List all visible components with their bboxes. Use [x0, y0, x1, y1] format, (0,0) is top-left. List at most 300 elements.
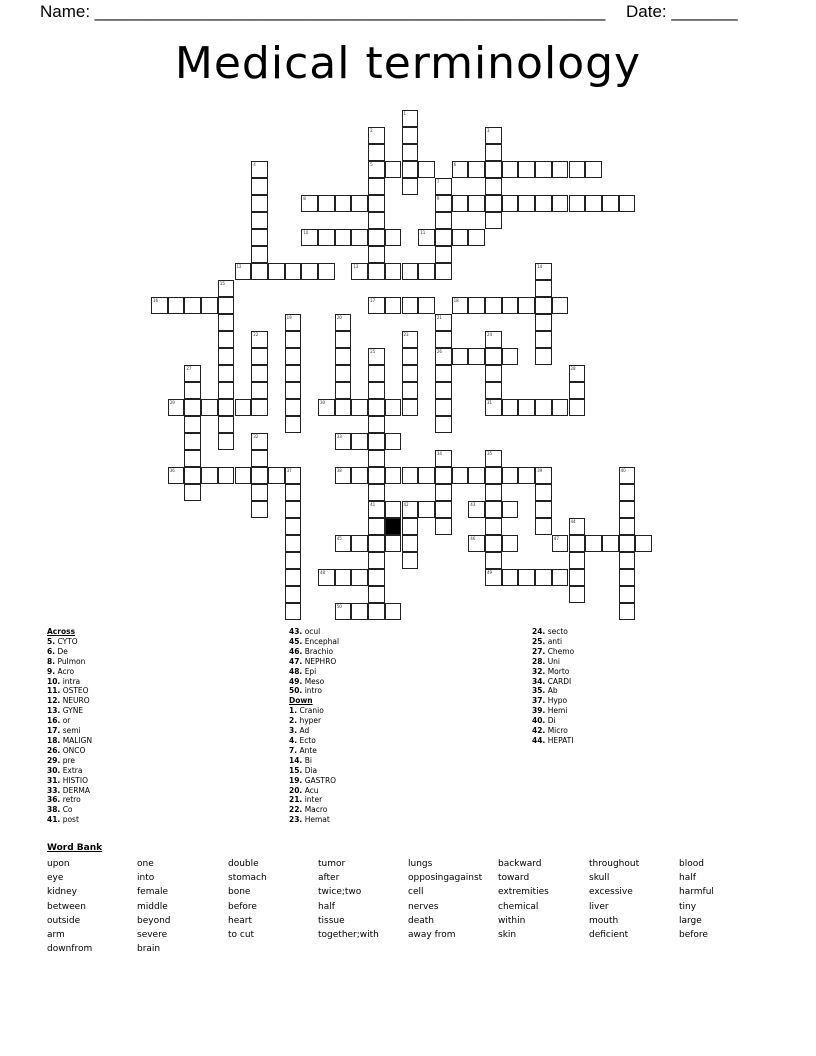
grid-cell[interactable]	[368, 535, 385, 552]
grid-cell[interactable]	[485, 212, 502, 229]
grid-cell[interactable]	[285, 348, 302, 365]
grid-cell[interactable]	[268, 467, 285, 484]
grid-cell[interactable]	[435, 416, 452, 433]
grid-cell[interactable]	[402, 110, 419, 127]
grid-cell[interactable]	[368, 501, 385, 518]
grid-cell[interactable]	[285, 552, 302, 569]
grid-cell[interactable]	[301, 195, 318, 212]
grid-cell[interactable]	[351, 195, 368, 212]
grid-cell[interactable]	[552, 399, 569, 416]
grid-cell[interactable]	[285, 365, 302, 382]
grid-cell[interactable]	[285, 382, 302, 399]
grid-cell[interactable]	[502, 399, 519, 416]
grid-cell[interactable]	[435, 501, 452, 518]
grid-cell[interactable]	[368, 161, 385, 178]
clue-number-label: 29.	[47, 755, 61, 765]
grid-cell[interactable]	[535, 161, 552, 178]
grid-cell[interactable]	[318, 229, 335, 246]
grid-cell[interactable]	[402, 552, 419, 569]
grid-cell[interactable]	[435, 263, 452, 280]
grid-cell[interactable]	[285, 569, 302, 586]
grid-cell[interactable]	[485, 348, 502, 365]
grid-cell[interactable]	[368, 144, 385, 161]
clue-number-label: 23.	[289, 815, 303, 825]
grid-cell[interactable]	[184, 484, 201, 501]
grid-cell[interactable]	[452, 348, 469, 365]
grid-cell[interactable]	[435, 382, 452, 399]
grid-cell[interactable]	[619, 603, 636, 620]
clue-text: Meso	[304, 676, 325, 686]
grid-cell[interactable]	[585, 195, 602, 212]
grid-cell[interactable]	[385, 433, 402, 450]
grid-cell[interactable]	[368, 552, 385, 569]
grid-cell[interactable]	[468, 195, 485, 212]
grid-cell[interactable]	[535, 484, 552, 501]
grid-cell[interactable]	[402, 399, 419, 416]
grid-cell[interactable]	[619, 195, 636, 212]
grid-cell[interactable]	[435, 467, 452, 484]
grid-cell[interactable]	[485, 484, 502, 501]
grid-cell[interactable]	[218, 365, 235, 382]
grid-cell[interactable]	[285, 535, 302, 552]
clue-number-label: 14.	[289, 755, 303, 765]
clue-number-label: 11.	[47, 686, 61, 696]
grid-cell[interactable]	[184, 382, 201, 399]
grid-cell[interactable]	[435, 178, 452, 195]
grid-cell[interactable]	[368, 246, 385, 263]
grid-cell[interactable]	[468, 229, 485, 246]
grid-cell[interactable]	[251, 365, 268, 382]
grid-cell[interactable]	[368, 603, 385, 620]
grid-cell[interactable]	[335, 314, 352, 331]
grid-cell[interactable]	[569, 161, 586, 178]
grid-cell[interactable]	[569, 195, 586, 212]
grid-cell[interactable]	[569, 518, 586, 535]
clue-text: Ante	[299, 745, 317, 755]
clue-text: Ecto	[299, 735, 316, 745]
grid-cell[interactable]	[435, 331, 452, 348]
grid-cell[interactable]	[218, 382, 235, 399]
grid-cell[interactable]	[285, 501, 302, 518]
grid-cell[interactable]	[251, 331, 268, 348]
grid-cell[interactable]	[502, 535, 519, 552]
grid-cell[interactable]	[535, 314, 552, 331]
grid-cell[interactable]	[385, 535, 402, 552]
grid-cell[interactable]	[619, 586, 636, 603]
grid-cell[interactable]	[251, 348, 268, 365]
grid-cell[interactable]	[368, 518, 385, 535]
grid-cell[interactable]	[435, 212, 452, 229]
grid-cell[interactable]	[368, 382, 385, 399]
grid-cell[interactable]	[535, 348, 552, 365]
word-bank-item: tissue	[318, 915, 345, 926]
grid-cell[interactable]	[435, 246, 452, 263]
grid-cell[interactable]	[452, 467, 469, 484]
grid-cell[interactable]	[418, 229, 435, 246]
grid-cell[interactable]	[619, 552, 636, 569]
grid-cell[interactable]	[535, 399, 552, 416]
grid-cell[interactable]	[351, 399, 368, 416]
grid-cell[interactable]	[251, 263, 268, 280]
grid-cell[interactable]	[468, 161, 485, 178]
grid-cell[interactable]	[285, 484, 302, 501]
grid-cell[interactable]	[535, 501, 552, 518]
grid-cell[interactable]	[452, 161, 469, 178]
grid-cell[interactable]	[251, 195, 268, 212]
grid-cell[interactable]	[368, 229, 385, 246]
grid-cell[interactable]	[585, 535, 602, 552]
grid-cell[interactable]	[518, 297, 535, 314]
clue-item	[47, 786, 92, 796]
grid-cell[interactable]	[285, 518, 302, 535]
grid-cell[interactable]	[251, 467, 268, 484]
grid-cell[interactable]	[518, 399, 535, 416]
grid-cell[interactable]	[285, 416, 302, 433]
grid-cell[interactable]	[201, 297, 218, 314]
grid-cell[interactable]	[535, 331, 552, 348]
grid-cell[interactable]	[435, 229, 452, 246]
grid-cell[interactable]	[402, 535, 419, 552]
word-bank-item: bone	[228, 887, 251, 898]
grid-cell[interactable]	[368, 416, 385, 433]
grid-cell[interactable]	[418, 263, 435, 280]
grid-cell[interactable]	[535, 297, 552, 314]
grid-cell[interactable]	[235, 467, 252, 484]
grid-cell[interactable]	[385, 229, 402, 246]
grid-cell[interactable]	[251, 161, 268, 178]
clue-text: secto	[547, 627, 568, 636]
grid-cell[interactable]	[368, 399, 385, 416]
grid-cell[interactable]	[368, 467, 385, 484]
grid-cell[interactable]	[552, 535, 569, 552]
clue-number-label: 34.	[532, 676, 546, 686]
grid-cell[interactable]	[452, 297, 469, 314]
grid-cell[interactable]	[468, 501, 485, 518]
grid-cell[interactable]	[468, 297, 485, 314]
grid-cell[interactable]	[569, 586, 586, 603]
grid-cell[interactable]	[285, 603, 302, 620]
clue-number: 27	[186, 366, 192, 371]
grid-cell[interactable]	[552, 195, 569, 212]
grid-cell[interactable]	[285, 399, 302, 416]
grid-cell[interactable]	[502, 161, 519, 178]
grid-cell[interactable]	[235, 399, 252, 416]
grid-cell[interactable]	[318, 399, 335, 416]
grid-cell[interactable]	[468, 467, 485, 484]
grid-cell[interactable]	[184, 433, 201, 450]
grid-cell[interactable]	[619, 484, 636, 501]
grid-cell[interactable]	[218, 399, 235, 416]
grid-cell[interactable]	[502, 348, 519, 365]
grid-cell[interactable]	[218, 314, 235, 331]
grid-cell[interactable]	[351, 263, 368, 280]
grid-cell[interactable]	[619, 535, 636, 552]
grid-cell[interactable]	[435, 348, 452, 365]
grid-cell[interactable]	[569, 552, 586, 569]
grid-cell[interactable]	[218, 348, 235, 365]
grid-cell[interactable]	[535, 263, 552, 280]
clue-item	[47, 805, 92, 815]
grid-cell[interactable]	[602, 195, 619, 212]
word-bank-item: mouth	[589, 915, 619, 926]
grid-cell[interactable]	[485, 195, 502, 212]
grid-cell[interactable]	[569, 569, 586, 586]
grid-cell[interactable]	[335, 229, 352, 246]
grid-cell[interactable]	[368, 263, 385, 280]
grid-cell[interactable]	[235, 263, 252, 280]
grid-cell[interactable]	[402, 348, 419, 365]
grid-cell[interactable]	[351, 229, 368, 246]
grid-cell[interactable]	[452, 195, 469, 212]
grid-cell[interactable]	[502, 297, 519, 314]
grid-cell[interactable]	[301, 229, 318, 246]
grid-cell[interactable]	[402, 501, 419, 518]
grid-cell[interactable]	[335, 467, 352, 484]
grid-cell[interactable]	[368, 433, 385, 450]
grid-cell[interactable]	[402, 127, 419, 144]
grid-cell[interactable]	[485, 161, 502, 178]
grid-cell[interactable]	[251, 484, 268, 501]
grid-cell[interactable]	[368, 484, 385, 501]
grid-cell[interactable]	[502, 569, 519, 586]
grid-cell[interactable]	[285, 586, 302, 603]
grid-cell[interactable]	[335, 535, 352, 552]
grid-cell[interactable]	[402, 297, 419, 314]
clue-item	[532, 686, 574, 696]
grid-cell[interactable]	[335, 348, 352, 365]
grid-cell[interactable]	[502, 467, 519, 484]
clue-number-label: 24.	[532, 627, 546, 636]
grid-cell[interactable]	[218, 416, 235, 433]
grid-cell[interactable]	[518, 569, 535, 586]
grid-cell[interactable]	[402, 263, 419, 280]
grid-cell[interactable]	[518, 195, 535, 212]
grid-cell[interactable]	[335, 603, 352, 620]
grid-cell[interactable]	[251, 178, 268, 195]
grid-cell[interactable]	[335, 365, 352, 382]
grid-cell[interactable]	[485, 518, 502, 535]
grid-cell[interactable]	[435, 195, 452, 212]
grid-cell[interactable]	[385, 297, 402, 314]
grid-cell[interactable]	[368, 450, 385, 467]
grid-cell[interactable]	[485, 535, 502, 552]
grid-cell[interactable]	[468, 535, 485, 552]
grid-cell[interactable]	[351, 535, 368, 552]
grid-cell[interactable]	[368, 178, 385, 195]
grid-cell[interactable]	[285, 467, 302, 484]
grid-cell[interactable]	[335, 399, 352, 416]
grid-cell[interactable]	[285, 331, 302, 348]
grid-cell[interactable]	[485, 365, 502, 382]
grid-cell[interactable]	[385, 161, 402, 178]
grid-cell[interactable]	[502, 195, 519, 212]
grid-cell[interactable]	[535, 280, 552, 297]
grid-cell[interactable]	[318, 569, 335, 586]
clue-text: Extra	[62, 765, 83, 775]
word-bank-item: chemical	[498, 901, 539, 912]
grid-cell[interactable]	[201, 467, 218, 484]
grid-cell[interactable]	[251, 433, 268, 450]
grid-cell[interactable]	[485, 501, 502, 518]
grid-cell[interactable]	[435, 518, 452, 535]
grid-cell[interactable]	[385, 501, 402, 518]
grid-cell[interactable]	[251, 212, 268, 229]
grid-cell[interactable]	[452, 229, 469, 246]
grid-cell[interactable]	[468, 348, 485, 365]
grid-cell[interactable]	[619, 569, 636, 586]
grid-cell[interactable]	[418, 467, 435, 484]
clue-number-label: 22.	[289, 805, 303, 815]
clue-text: CYTO	[57, 636, 78, 646]
grid-cell[interactable]	[184, 416, 201, 433]
grid-cell[interactable]	[285, 314, 302, 331]
grid-cell[interactable]	[485, 144, 502, 161]
grid-cell[interactable]	[335, 433, 352, 450]
grid-cell[interactable]	[485, 467, 502, 484]
grid-cell[interactable]	[251, 246, 268, 263]
grid-cell[interactable]	[402, 144, 419, 161]
grid-cell[interactable]	[318, 263, 335, 280]
grid-cell[interactable]	[151, 297, 168, 314]
grid-cell[interactable]	[402, 467, 419, 484]
grid-cell[interactable]	[268, 263, 285, 280]
grid-cell[interactable]	[218, 467, 235, 484]
grid-cell[interactable]	[435, 450, 452, 467]
grid-cell[interactable]	[218, 280, 235, 297]
grid-cell[interactable]	[569, 365, 586, 382]
grid-cell[interactable]	[184, 297, 201, 314]
grid-cell[interactable]	[251, 450, 268, 467]
grid-cell[interactable]	[402, 518, 419, 535]
grid-cell[interactable]	[535, 518, 552, 535]
grid-cell[interactable]	[335, 382, 352, 399]
grid-cell[interactable]	[184, 450, 201, 467]
grid-cell[interactable]	[518, 161, 535, 178]
grid-cell[interactable]	[435, 484, 452, 501]
grid-cell[interactable]	[485, 569, 502, 586]
grid-cell[interactable]	[402, 382, 419, 399]
grid-cell[interactable]	[251, 399, 268, 416]
grid-cell[interactable]	[184, 365, 201, 382]
clue-number-label: 38.	[47, 805, 61, 815]
grid-cell[interactable]	[335, 331, 352, 348]
clue-item	[47, 677, 92, 687]
grid-cell[interactable]	[585, 161, 602, 178]
word-bank-heading: Word Bank	[47, 843, 103, 853]
grid-cell[interactable]	[569, 399, 586, 416]
clue-item	[289, 677, 339, 687]
grid-cell[interactable]	[619, 501, 636, 518]
grid-cell[interactable]	[485, 450, 502, 467]
grid-cell[interactable]	[351, 603, 368, 620]
grid-cell[interactable]	[385, 399, 402, 416]
grid-cell[interactable]	[418, 161, 435, 178]
grid-cell[interactable]	[402, 365, 419, 382]
grid-cell[interactable]	[569, 382, 586, 399]
grid-cell[interactable]	[368, 348, 385, 365]
grid-cell[interactable]	[368, 212, 385, 229]
grid-cell[interactable]	[385, 467, 402, 484]
grid-cell[interactable]	[335, 195, 352, 212]
grid-cell[interactable]	[368, 127, 385, 144]
grid-cell[interactable]	[485, 178, 502, 195]
clues-column-2	[289, 627, 339, 825]
grid-cell[interactable]	[168, 467, 185, 484]
grid-cell[interactable]	[368, 195, 385, 212]
grid-cell[interactable]	[402, 178, 419, 195]
grid-cell[interactable]	[385, 263, 402, 280]
clue-number-label: 26.	[47, 745, 61, 755]
grid-cell[interactable]	[368, 365, 385, 382]
grid-cell[interactable]	[168, 297, 185, 314]
word-bank-item: between	[47, 901, 86, 912]
grid-cell[interactable]	[485, 382, 502, 399]
grid-cell[interactable]	[569, 535, 586, 552]
clue-number-label: 3.	[289, 726, 298, 736]
grid-cell[interactable]	[218, 433, 235, 450]
grid-cell[interactable]	[552, 569, 569, 586]
grid-cell[interactable]	[485, 331, 502, 348]
grid-cell[interactable]	[184, 399, 201, 416]
grid-cell[interactable]	[201, 399, 218, 416]
grid-cell[interactable]	[485, 399, 502, 416]
grid-cell[interactable]	[619, 467, 636, 484]
grid-cell[interactable]	[435, 399, 452, 416]
grid-cell[interactable]	[218, 297, 235, 314]
grid-cell[interactable]	[435, 365, 452, 382]
grid-cell[interactable]	[285, 263, 302, 280]
grid-cell[interactable]	[351, 467, 368, 484]
grid-cell[interactable]	[418, 501, 435, 518]
grid-cell[interactable]	[301, 263, 318, 280]
clue-item	[532, 726, 574, 736]
grid-cell[interactable]	[402, 161, 419, 178]
grid-cell[interactable]	[535, 569, 552, 586]
grid-cell[interactable]	[351, 433, 368, 450]
grid-cell[interactable]	[485, 297, 502, 314]
grid-cell[interactable]	[552, 161, 569, 178]
grid-cell[interactable]	[435, 314, 452, 331]
word-bank-item: tiny	[679, 901, 697, 912]
grid-cell[interactable]	[368, 297, 385, 314]
grid-cell[interactable]	[502, 501, 519, 518]
grid-cell[interactable]	[635, 535, 652, 552]
grid-cell[interactable]	[351, 569, 368, 586]
grid-cell[interactable]	[518, 467, 535, 484]
grid-cell[interactable]	[251, 382, 268, 399]
grid-cell[interactable]	[335, 569, 352, 586]
grid-cell[interactable]	[619, 518, 636, 535]
grid-cell[interactable]	[368, 586, 385, 603]
grid-cell[interactable]	[251, 229, 268, 246]
grid-cell[interactable]	[168, 399, 185, 416]
grid-cell[interactable]	[218, 331, 235, 348]
grid-cell[interactable]	[535, 195, 552, 212]
word-bank-item: blood	[679, 859, 704, 869]
grid-cell[interactable]	[602, 535, 619, 552]
grid-cell[interactable]	[402, 331, 419, 348]
grid-cell[interactable]	[184, 467, 201, 484]
grid-cell[interactable]	[552, 297, 569, 314]
grid-cell[interactable]	[418, 297, 435, 314]
grid-cell[interactable]	[251, 501, 268, 518]
grid-cell[interactable]	[368, 569, 385, 586]
grid-cell[interactable]	[485, 127, 502, 144]
grid-cell[interactable]	[485, 552, 502, 569]
grid-cell[interactable]	[318, 195, 335, 212]
grid-cell[interactable]	[385, 603, 402, 620]
grid-cell[interactable]	[535, 467, 552, 484]
